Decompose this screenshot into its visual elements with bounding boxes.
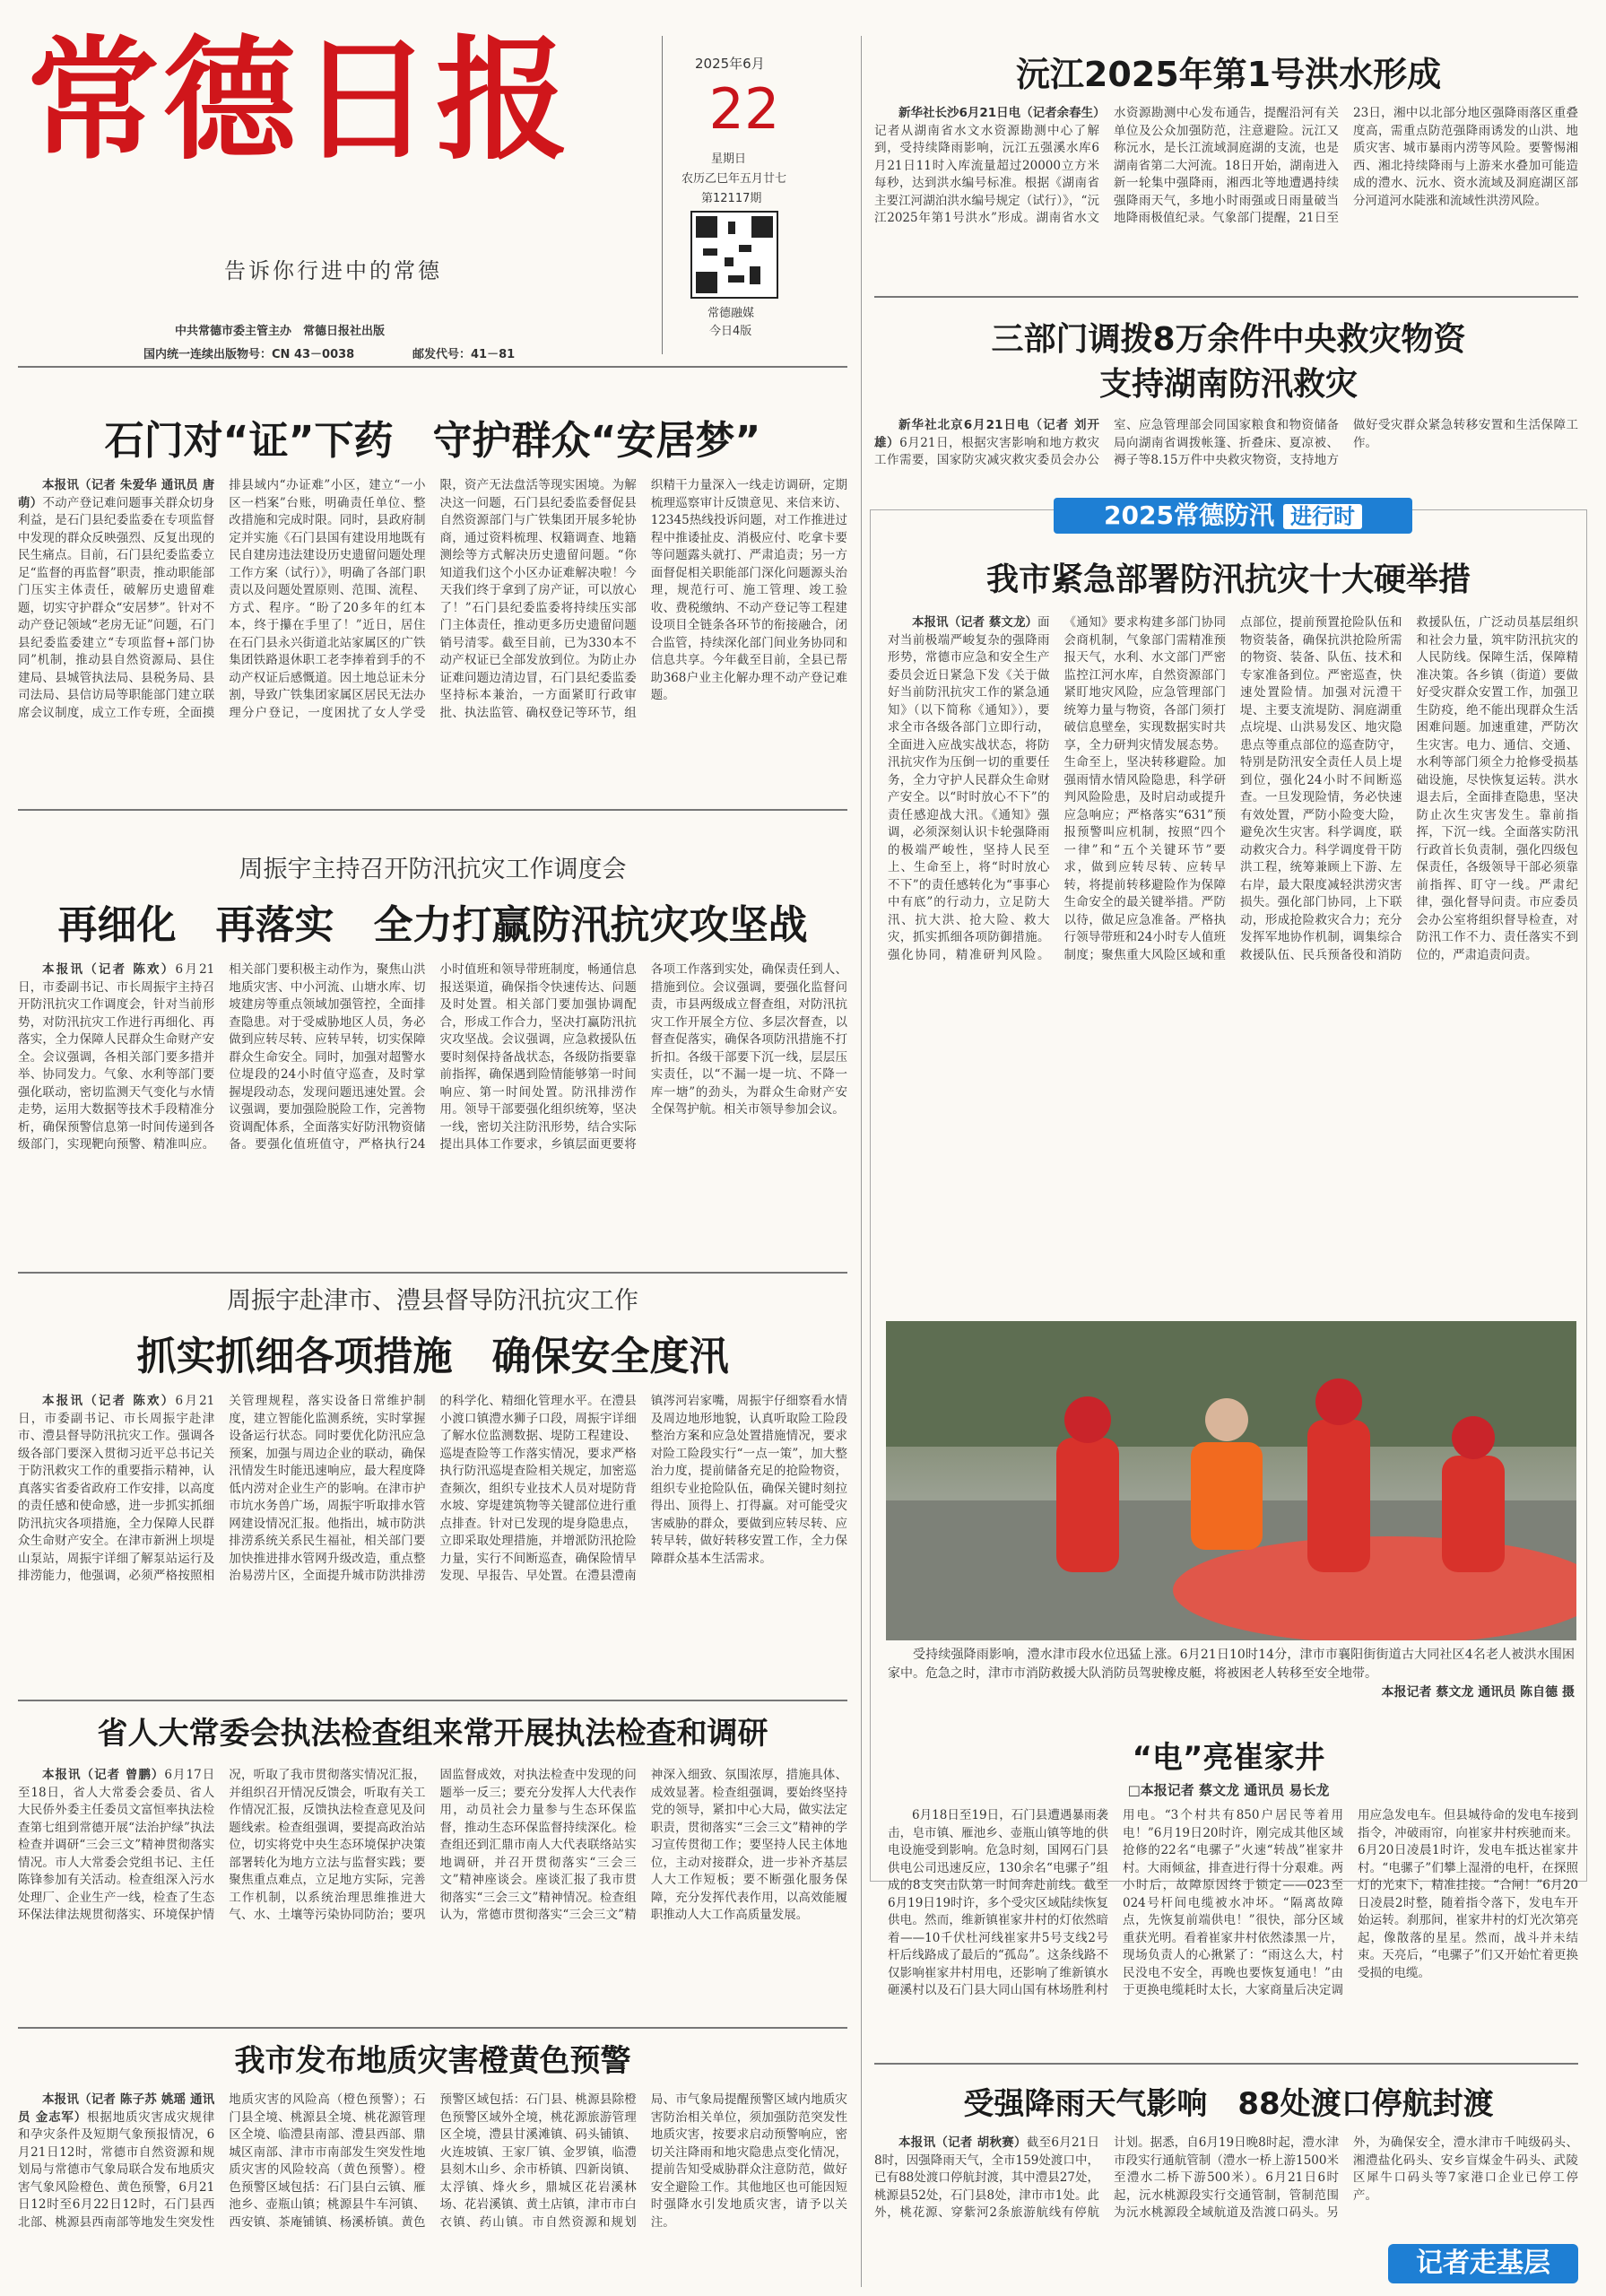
b2-headline-line2: 支持湖南防汛救灾: [1098, 366, 1358, 403]
a3-headline: 抓实抓细各项措施 确保安全度汛: [136, 1334, 729, 1379]
rule-a4: [18, 2027, 847, 2029]
rule-a1: [18, 809, 847, 811]
masthead-title: 常德日报: [27, 22, 572, 178]
a3-text: 6月21日，市委副书记、市长周振宇赴津市、澧县督导防汛抗灾工作。强调各级各部门要深入贯彻习近平总书记关于防汛救灾工作的重要指示精神，认真落实省委省政府工作安排，以高度的责任感和使命感，进一步抓实抓细防汛抗灾各项措施，全力保障人民群众生命财产安全。在津市新洲上坝堤山泵站，周振宇详细了解泵站运行及排涝能力，他强调，必须严格按照相关管理规程，落实设备日常维护制度，建立智能化监测系统，实时掌握设备运行状态。同时要优化防汛应急预案，加强与周边企业的联动，确保汛情发生时能迅速响应，最大程度降低内涝对企业生产的影响。在津市护市坑水务兽广场，周振宇听取排水管网建设情况汇报。他指出，城市防洪排涝系统关系民生福祉，相关部门要加快推进排水管网升级改造，重点整治易涝片区，全面提升城市防洪排涝的科学化、精细化管理水平。在澧县小渡口镇澧水狮子口段，周振宇详细了解水位监测数据、堤防工程建设、巡堤查险等工作落实情况，要求严格执行防汛巡堤查险相关规定，加密巡查频次，组织专业技术人员对堤防背水坡、穿堤建筑物等关键部位进行重点排查。针对已发现的堤身隐患点，立即采取处理措施，并增派防汛抢险力量，实行不间断巡查，确保险情早发现、早报告、早处置。在澧县澧南镇涔河岩家嘴，周振宇仔细察看水情及周边地形地貌，认真听取险工险段整治方案和应急处置措施情况，要求对险工险段实行“一点一策”，加大整治力度，提前储备充足的抢险物资，组织专业抢险队伍，确保关键时刻拉得出、顶得上、打得赢。对可能受灾害威胁的群众，要做到应转尽转、应转早转，做好转移安置工作，全力保障群众基本生活需求。: [18, 1394, 847, 1583]
page-count: 今日4版: [709, 325, 752, 338]
b2-text: 6月21日，根据灾害影响和地方救灾工作需要，国家防灾减灾救灾委员会办公室、应急管理部会同国家粮食和物资储备局向湖南省调拨帐篷、折叠床、夏凉被、褥子等8.15万件中央救灾物资，支持地方做好受灾群众紧急转移安置和生活保障工作。: [874, 418, 1578, 467]
a2-text: 6月21日，市委副书记、市长周振宇主持召开防汛抗灾工作调度会，针对当前形势，对防汛抗灾工作进行再细化、再落实，全力保障人民群众生命财产安全。会议强调，各相关部门要多措并举、协同发力。气象、水利等部门要强化联动，密切监测天气变化与水情走势，运用大数据等技术手段精准分析，确保预警信息第一时间传递到各级部门，实现靶向预警、精准叫应。相关部门要积极主动作为，聚焦山洪地质灾害、中小河流、山塘水库、切坡建房等重点领域加强管控，全面排查隐患。对于受威胁地区人员，务必做到应转尽转、应转早转，切实保障群众生命安全。同时，加强对超警水位堤段的24小时值守巡查，及时掌握堤段动态，发现问题迅速处置。会议强调，要加强险脱险工作，完善物资调配体系，全面落实好防汛物资储备。要强化值班值守，严格执行24小时值班和领导带班制度，畅通信息报送渠道，确保指令快速传达、问题及时处置。相关部门要加强协调配合，形成工作合力，坚决打赢防汛抗灾攻坚战。会议强调，应急救援队伍要时刻保持备战状态，各级防指要靠前指挥，确保遇到险情能够第一时间响应、第一时间处置。防汛排涝作用。领导干部要强化组织统筹，坚决一线，密切关注防汛形势，结合实际提出具体工作要求，乡镇层面更要将各项工作落到实处，确保责任到人、措施到位。会议强调，要强化监督问责，市县两级成立督查组，对防汛抗灾工作开展全方位、多层次督查，以督查促落实，确保各项防汛措施不打折扣。各级干部要下沉一线，层层压实责任，以“不漏一堤一坑、不降一库一塘”的劲头，为群众生命财产安全保驾护航。相关市领导参加会议。: [18, 962, 847, 1152]
b4-body: [888, 1807, 1578, 2054]
b1-headline: 沅江2025年第1号洪水形成: [1015, 55, 1442, 94]
a4-headline: 省人大常委会执法检查组来常开展执法检查和调研: [97, 1716, 768, 1752]
photo-rescuer-right: [1442, 1456, 1505, 1572]
column-badge: 记者走基层: [1388, 2244, 1578, 2283]
rule-a2: [18, 1272, 847, 1274]
column-divider: [861, 36, 862, 2287]
section-tag-sub: 进行时: [1283, 504, 1362, 529]
a2-body: [18, 961, 847, 1266]
a3-byline: 本报讯（记者 陈欢）: [42, 1394, 176, 1408]
a5-text: 根据地质灾害成灾规律和孕灾条件及短期气象预报情况，6月21日12时，常德市自然资源和规划局与常德市气象局联合发布地质灾害气象风险橙色、黄色预警，6月21日12时至6月22日12时，石门县西北部、桃源县西南部等地发生突发性地质灾害的风险高（橙色预警）；石门县全境、桃源县全境、桃花源管理区全境、临澧县南部、澧县西部、鼎城区南部、津市市南部发生突发性地质灾害的风险较高（黄色预警）。橙色预警区域包括：石门县白云镇、雁池乡、壶瓶山镇；桃源县牛车河镇、西安镇、茶庵铺镇、杨溪桥镇。黄色预警区域包括：石门县、桃源县除橙色预警区域外全境，桃花源旅游管理区全境，澧县甘溪滩镇、码头铺镇、火连坡镇、王家厂镇、金罗镇，临澧县刻木山乡、余市桥镇、四新岗镇、太浮镇、烽火乡，鼎城区花岩溪林场、花岩溪镇、黄土店镇，津市市白衣镇、药山镇。市自然资源和规划局、市气象局提醒预警区域内地质灾害防治相关单位，须加强防范突发性地质灾害，按要求启动预警响应，密切关注降雨和地灾隐患点变化情况，提前告知受威胁群众注意防范，做好安全避险工作。其他地区也可能因短时强降水引发地质灾害，请予以关注。: [18, 2092, 847, 2230]
a4-text: 6月17日至18日，省人大常委会委员、省人大民侨外委主任委员文富恒率执法检查第七组到常德开展“法治护绿”执法检查并调研“三会三文”精神贯彻落实情况。市人大常委会党组书记、主任陈锋参加有关活动。检查组深入污水处理厂、企业生产一线，检查了生态环保法律法规贯彻落实、环境保护情况，听取了我市贯彻落实情况汇报，并组织召开情况反馈会，听取有关工作情况汇报，反馈执法检查意见及问题线索。检查组强调，要提高政治站位，切实将党中央生态环境保护决策部署转化为地方立法与监督实践；要聚焦重点难点，立足地方实际，完善工作机制，以系统治理思维推进大气、水、土壤等污染协同防治；要巩固监督成效，对执法检查中发现的问题举一反三；要充分发挥人大代表作用，动员社会力量参与生态环保监督，推动生态环保监督持续深化。检查组还到汇鼎市南人大代表联络站实地调研，并召开贯彻落实“三会三文”精神座谈会。座谈汇报了我市贯彻落实“三会三文”精神情况。检查组认为，常德市贯彻落实“三会三文”精神深入细致、氛围浓厚，措施具体、成效显著。检查组强调，要始终坚持党的领导，紧扣中心大局，做实法定职责，贯彻落实“三会三文”精神的学习宣传贯彻工作；要坚持人民主体地位，主动对接群众，进一步补齐基层人大工作短板；要不断强化服务保障，充分发挥代表作用，以高效能履职推动人大工作高质量发展。: [18, 1768, 847, 1922]
qr-code[interactable]: [690, 211, 778, 299]
b1-text: 记者从湖南省水文水资源勘测中心了解到，受持续降雨影响，沅江五强溪水库6月21日11时入库流量超过20000立方米每秒，达到洪水编号标准。根据《湖南省主要江河湖泊洪水编号规定（试行）》，“沅江2025年第1号洪水”形成。湖南省水文水资源勘测中心发布通告，提醒沿河有关单位及公众加强防范，注意避险。沅江又称沅水，是长江流域洞庭湖的支流，也是湖南省第二大河流。18日开始，湖南进入新一轮集中强降雨，湘西北等地遭遇持续强降雨天气，多地小时雨强或日雨量破当地降雨极值纪录。气象部门提醒，21日至23日，湘中以北部分地区强降雨落区重叠度高，需重点防范强降雨诱发的山洪、地质灾害、城市暴雨内涝等风险。要警惕湘西、湘北持续降雨与上游来水叠加可能造成的澧水、沅水、资水流域及洞庭湖区部分河道河水陡涨和流域性洪涝风险。: [874, 106, 1578, 225]
a2-byline: 本报讯（记者 陈欢）: [42, 962, 176, 977]
b4-text: 6月18日至19日，石门县遭遇暴雨袭击，皂市镇、雁池乡、壶瓶山镇等地的供电设施受到影响。危急时刻，国网石门县供电公司迅速反应，130余名“电骡子”组成的8支突击队第一时间奔赴前线。截至6月19日19时许，多个受灾区域陆续恢复供电。然而，维新镇崔家井村的灯依然暗着——10千伏杜河线崔家井5号支线2号杆后线路成了最后的“孤岛”。这条线路不仅影响崔家井村用电，还影响了维新镇水砸溪村以及石门县大同山国有林场胜利村用电。“3个村共有850户居民等着用电！”6月19日20时许，刚完成其他区域抢修的22名“电骡子”火速“转战”崔家井村。大雨倾盆，排查进行得十分艰难。两小时后，故障原因终于锁定——023至024号杆间电缆被水冲坏。“隔离故障点，先恢复前端供电！”很快，部分区域重获光明。看着崔家井村依然漆黑一片，现场负责人的心揪紧了：“雨这么大，村民没电不安全，再晚也要恢复通电！”由于更换电缆耗时太长，大家商量后决定调用应急发电车。但县城待命的发电车接到指令，冲破雨帘，向崔家井村疾驰而来。6月20日凌晨1时许，发电车抵达崔家井村。“电骡子”们攀上湿滑的电杆，在探照灯的光束下，精准挂接。“合闸！”6月20日凌晨2时整，随着指令落下，发电车开始运转。刹那间，崔家井村的灯光次第亮起，像散落的星星。然而，战斗并未结束。天亮后，“电骡子”们又开始忙着更换受损的电缆。: [888, 1808, 1578, 1997]
b1-body: [874, 105, 1578, 284]
a2-headline: 再细化 再落实 全力打赢防汛抗灾攻坚战: [57, 902, 808, 948]
photo-rescuer-left: [1056, 1438, 1119, 1572]
issue-number: 第12117期: [701, 192, 762, 205]
a1-text: 不动产登记难问题事关群众切身利益，是石门县纪委监委在专项监督中发现的群众反映强烈、反复出现的民生痛点。目前，石门县纪委监委立足“监督的再监督”职责，推动职能部门压实主体责任，破解历史遗留难题，切实守护群众“安居梦”。针对不动产登记领域“老房无证”问题，石门县纪委监委建立“专项监督+部门协同”机制，推动县自然资源局、县住建局、县城管执法局、县税务局、县司法局、县信访局等职能部门建立联席会议制度，成立工作专班，全面摸排县域内“办证难”小区，建立“一小区一档案”台账，明确责任单位、整改措施和完成时限。同时，县政府制定并实施《石门县国有建设用地既有民自建房违法建设历史遗留问题处理工作方案（试行）》，明确了各部门职责以及问题处置原则、范围、流程、方式、程序。“盼了20多年的红本本，终于攥在手里了！”近日，居住在石门县永兴街道北站家属区的广铁集团铁路退休职工老李捧着到手的不动产权证后感慨道。因土地总证未分割，导致广铁集团家属区居民无法办理分户登记，一度困扰了女人学受限，资产无法盘活等现实困境。为解决这一问题，石门县纪委监委督促县自然资源部门与广铁集团开展多轮协商，通过资料梳理、权籍调查、地籍测绘等方式解决历史遗留问题。“你知道我们这个小区办证难解决啦！今天我们终于拿到了房产证，可以放心了！”石门县纪委监委将持续压实部门主体责任，推动更多历史遗留问题销号清零。截至目前，已为330本不动产权证已全部发放到位。为防止办证难问题边清边冒，石门县纪委监委坚持标本兼治，一方面紧盯行政审批、执法监管、确权登记等环节，组织精干力量深入一线走访调研，定期梳理巡察审计反馈意见、来信来访、12345热线投诉问题，对工作推进过程中推诿扯皮、消极应付、吃拿卡要等问题露头就打、严肃追责；另一方面督促相关职能部门深化问题源头治理，规范行可、施工管理、竣工验收、费税缴纳、不动产登记等工程建设项目全链条各环节的衔接融合，闭合监管，持续深化部门间业务协同和信息共享。今年截至目前，全县已帮助368户业主化解办理不动产登记难题。: [18, 478, 847, 720]
photo-elder-head: [1205, 1398, 1248, 1441]
rescue-photo-illustration: [886, 1321, 1576, 1640]
a5-body: [18, 2092, 847, 2287]
b4-byline: □本报记者 蔡文龙 通讯员 易长龙: [1127, 1782, 1330, 1798]
a1-body: [18, 477, 847, 793]
a5-byline: 本报讯（记者 陈子苏 姚瑶 通讯员 金志军）: [18, 2092, 215, 2125]
masthead-slogan: 告诉你行进中的常德: [224, 258, 442, 283]
a4-body: [18, 1767, 847, 2018]
photo-caption-text: 受持续强降雨影响，澧水津市段水位迅猛上涨。6月21日10时14分，津市市襄阳街街道古大同社区4名老人被洪水围困家中。危急之时，津市市消防救援大队消防员驾驶橡皮艇，将被困老人转移至安全地带。: [888, 1648, 1575, 1681]
b2-body: [874, 417, 1578, 473]
a2-kicker: 周振宇主持召开防汛抗灾工作调度会: [239, 856, 627, 883]
photo-credit: 本报记者 蔡文龙 通讯员 陈自德 摄: [1381, 1685, 1575, 1700]
section-tag: [1054, 498, 1412, 534]
b2-headline-line1: 三部门调拨8万余件中央救灾物资: [991, 321, 1466, 358]
b4-headline: “电”亮崔家井: [1132, 1740, 1325, 1776]
masthead-divider: [662, 36, 663, 354]
b3-headline: 我市紧急部署防汛抗灾十大硬举措: [985, 561, 1471, 598]
b3-body: [888, 614, 1578, 1305]
photo-elder: [1191, 1442, 1263, 1550]
rescue-photo: [886, 1321, 1576, 1640]
issue-day: 22: [708, 76, 780, 142]
photo-helmet-mid: [1315, 1378, 1362, 1425]
photo-caption: [888, 1646, 1575, 1702]
rule-b4: [874, 2063, 1578, 2065]
photo-rescuer-mid: [1307, 1420, 1370, 1572]
rule-under-masthead: [18, 366, 847, 368]
b5-text: 截至6月21日8时，因强降雨天气，全市159处渡口中，已有88处渡口停航封渡，其中澧县27处，桃源县52处，石门县8处，津市市1处。此外，桃花源、穿紫河2条旅游航线有停航计划。据悉，自6月19日晚8时起，澧水津市段实行通航管制（澧水一桥上游1500米至澧水二桥下游500米）。6月21日6时起，沅水桃源段实行交通管制，管制范围为沅水桃源段全域航道及浩渡口码头。另外，为确保安全，澧水津市千吨级码头、湘澧盐化码头、安乡盲煤金牛码头、武陵区犀牛口码头等7家港口企业已停工停产。: [874, 2135, 1578, 2220]
b3-text: 面对当前极端严峻复杂的强降雨形势，常德市应急和安全生产委员会近日紧急下发《关于做好当前防汛抗灾工作的紧急通知》（以下简称《通知》），要求全市各级各部门立即行动，全面进入应战实战状态，将防汛抗灾作为压倒一切的重要任务，全力守护人民群众生命财产安全。以“时时放心不下”的责任感迎战大汛。《通知》强调，必须深刻认识卡轮强降雨的极端严峻性，坚持人民至上、生命至上，将“时时放心不下”的责任感转化为“事事心中有底”的行动力，立足防大汛、抗大洪、抢大险、救大灾，抓实抓细各项防御措施。强化协同，精准研判风险。《通知》要求构建多部门协同会商机制，气象部门需精准预报天气，水利、水文部门严密监控江河水库，自然资源部门紧盯地灾风险，应急管理部门统筹力量与物资，各部门须打破信息壁垒，实现数据实时共享，全力研判灾情发展态势。生命至上，坚决转移避险。加强雨情水情风险隐患，科学研判风险险患，及时启动或提升应急响应；严格落实“631”预报预警叫应机制，按照“四个一律”和“五个关键环节”要求，做到应转尽转、应转早转，将提前转移避险作为保障生命安全的最关键举措。严防以待，做足应急准备。严格执行领导带班和24小时专人值班制度；聚焦重大风险区域和重点部位，提前预置抢险队伍和物资装备，确保抗洪抢险所需的物资、装备、队伍、技术和专家准备到位。严密巡查，快速处置险情。加强对沅澧干堤、主要支流堤防、洞庭湖重点垸堤、山洪易发区、地灾隐患点等重点部位的巡查防守，特别是防汛安全责任人员上堤到位，强化24小时不间断巡查。一旦发现险情，务必快速有效处置，严防小险变大险，避免次生灾害。科学调度，联动救灾合力。科学调度骨干防洪工程，统筹兼顾上下游、左右岸，最大限度减轻洪涝灾害损失。强化部门协同，上下联动，形成抢险救灾合力；充分发挥军地协作机制，调集综合救援队伍、民兵预备役和消防救援队伍，广泛动员基层组织和社会力量，筑牢防汛抗灾的人民防线。保障生活，保障精准决策。各乡镇（街道）要做好受灾群众安置工作，加强卫生防疫，绝不能出现群众生活困难问题。加速重建，严防次生灾害。电力、通信、交通、水利等部门须全力抢修受损基础设施，尽快恢复运转。洪水退去后，全面排查隐患，坚决防止次生灾害发生。靠前指挥，下沉一线。全面落实防汛行政首长负责制，强化四级包保责任，各级领导干部必须靠前指挥、盯守一线。严肃纪律，强化督导问责。市应委员会办公室将组织督导检查，对防汛工作不力、责任落实不到位的，严肃追责问责。: [888, 615, 1578, 962]
a3-body: [18, 1393, 847, 1693]
photo-helmet-left: [1064, 1396, 1111, 1443]
a5-headline: 我市发布地质灾害橙黄色预警: [234, 2043, 631, 2079]
b2-byline: 新华社北京6月21日电（记者 刘开雄）: [874, 418, 1099, 450]
post-code: 邮发代号：41－81: [412, 348, 516, 361]
rule-b1: [874, 296, 1578, 298]
a1-headline: 石门对“证”下药 守护群众“安居梦”: [104, 418, 761, 464]
a3-kicker: 周振宇赴津市、澧县督导防汛抗灾工作: [227, 1287, 638, 1315]
sponsor-line: 中共常德市委主管主办 常德日报社出版: [175, 325, 386, 338]
a1-byline: 本报讯（记者 朱爱华 通讯员 唐萌）: [18, 478, 215, 510]
lunar-date: 农历乙巳年五月廿七: [681, 172, 787, 186]
issue-date: 2025年6月: [695, 56, 765, 72]
b5-byline: 本报讯（记者 胡秋赛）: [898, 2135, 1027, 2150]
b5-headline: 受强降雨天气影响 88处渡口停航封渡: [963, 2086, 1494, 2122]
photo-helmet-right: [1452, 1416, 1495, 1459]
cn-number: 国内统一连续出版物号：CN 43－0038: [143, 348, 355, 361]
a4-byline: 本报讯（记者 曾鹏）: [42, 1768, 165, 1782]
b5-body: [874, 2135, 1578, 2240]
b1-byline: 新华社长沙6月21日电（记者余春生）: [898, 106, 1106, 120]
b3-byline: 本报讯（记者 蔡文龙）: [912, 615, 1037, 630]
qr-label: 常德融媒: [708, 307, 755, 320]
section-tag-main: 2025常德防汛: [1104, 500, 1274, 530]
rule-a3: [18, 1700, 847, 1701]
weekday: 星期日: [711, 152, 747, 166]
